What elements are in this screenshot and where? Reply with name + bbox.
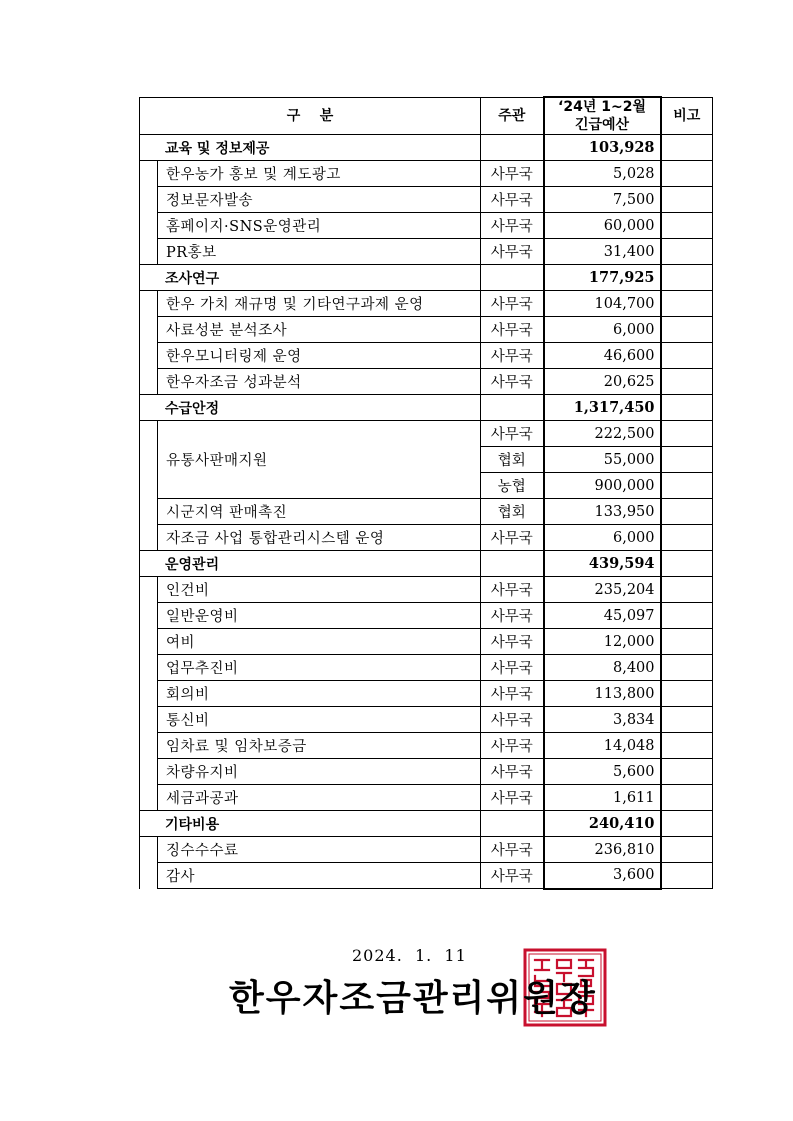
header-note: 비고 bbox=[661, 97, 713, 135]
table-row bbox=[140, 239, 713, 265]
note-cell bbox=[661, 655, 713, 681]
indent-cell bbox=[140, 863, 158, 889]
category-amount: 240,410 bbox=[544, 811, 661, 837]
category-amount: 177,925 bbox=[544, 265, 661, 291]
item-amount: 3,600 bbox=[544, 863, 661, 889]
item-dept: 사무국 bbox=[481, 525, 544, 551]
item-label: 업무추진비 bbox=[158, 655, 481, 681]
indent-cell bbox=[140, 239, 158, 265]
item-dept: 사무국 bbox=[481, 239, 544, 265]
header-row bbox=[140, 97, 713, 135]
category-label: 조사연구 bbox=[140, 265, 481, 291]
note-cell bbox=[661, 447, 713, 473]
category-row bbox=[140, 395, 713, 421]
indent-cell bbox=[140, 421, 158, 447]
category-amount: 1,317,450 bbox=[544, 395, 661, 421]
note-cell bbox=[661, 707, 713, 733]
item-label: 한우 가치 재규명 및 기타연구과제 운영 bbox=[158, 291, 481, 317]
indent-cell bbox=[140, 785, 158, 811]
item-amount: 12,000 bbox=[544, 629, 661, 655]
item-dept: 사무국 bbox=[481, 577, 544, 603]
item-label: 여비 bbox=[158, 629, 481, 655]
indent-cell bbox=[140, 707, 158, 733]
item-dept: 사무국 bbox=[481, 161, 544, 187]
item-amount: 46,600 bbox=[544, 343, 661, 369]
item-amount: 6,000 bbox=[544, 317, 661, 343]
note-cell bbox=[661, 499, 713, 525]
category-label: 기타비용 bbox=[140, 811, 481, 837]
category-row bbox=[140, 811, 713, 837]
table-row bbox=[140, 161, 713, 187]
indent-cell bbox=[140, 603, 158, 629]
item-amount: 104,700 bbox=[544, 291, 661, 317]
table-row bbox=[140, 525, 713, 551]
header-budget-line1: ‘24년 1~2월 bbox=[558, 99, 646, 115]
note-cell bbox=[661, 421, 713, 447]
note-cell bbox=[661, 239, 713, 265]
category-amount: 103,928 bbox=[544, 135, 661, 161]
item-dept: 사무국 bbox=[481, 655, 544, 681]
item-amount: 55,000 bbox=[544, 447, 661, 473]
item-dept: 사무국 bbox=[481, 733, 544, 759]
item-label: 회의비 bbox=[158, 681, 481, 707]
indent-cell bbox=[140, 525, 158, 551]
table-body bbox=[140, 97, 713, 889]
table-row bbox=[140, 369, 713, 395]
indent-cell bbox=[140, 759, 158, 785]
item-label: 홈페이지·SNS운영관리 bbox=[158, 213, 481, 239]
indent-cell bbox=[140, 473, 158, 499]
indent-cell bbox=[140, 837, 158, 863]
note-cell bbox=[661, 681, 713, 707]
item-label: PR홍보 bbox=[158, 239, 481, 265]
indent-cell bbox=[140, 577, 158, 603]
item-label: 정보문자발송 bbox=[158, 187, 481, 213]
table-row bbox=[140, 421, 713, 447]
item-label: 징수수수료 bbox=[158, 837, 481, 863]
table-row bbox=[140, 577, 713, 603]
note-cell bbox=[661, 291, 713, 317]
note-cell bbox=[661, 577, 713, 603]
note-cell bbox=[661, 265, 713, 291]
item-dept: 사무국 bbox=[481, 707, 544, 733]
issuer-signature: 한우자조금관리위원장 bbox=[229, 977, 597, 1019]
item-dept: 협회 bbox=[481, 499, 544, 525]
note-cell bbox=[661, 863, 713, 889]
category-row bbox=[140, 265, 713, 291]
indent-cell bbox=[140, 681, 158, 707]
item-amount: 8,400 bbox=[544, 655, 661, 681]
item-amount: 5,028 bbox=[544, 161, 661, 187]
item-dept: 사무국 bbox=[481, 343, 544, 369]
item-amount: 6,000 bbox=[544, 525, 661, 551]
note-cell bbox=[661, 525, 713, 551]
table-row bbox=[140, 733, 713, 759]
item-dept: 농협 bbox=[481, 473, 544, 499]
note-cell bbox=[661, 837, 713, 863]
note-cell bbox=[661, 551, 713, 577]
header-dept: 주관 bbox=[481, 97, 544, 135]
category-dept-cell bbox=[481, 265, 544, 291]
item-amount: 45,097 bbox=[544, 603, 661, 629]
note-cell bbox=[661, 343, 713, 369]
indent-cell bbox=[140, 291, 158, 317]
note-cell bbox=[661, 629, 713, 655]
table-row bbox=[140, 655, 713, 681]
category-amount: 439,594 bbox=[544, 551, 661, 577]
item-dept: 사무국 bbox=[481, 317, 544, 343]
category-label: 교육 및 정보제공 bbox=[140, 135, 481, 161]
indent-cell bbox=[140, 655, 158, 681]
item-dept: 사무국 bbox=[481, 213, 544, 239]
table-row bbox=[140, 187, 713, 213]
table-row bbox=[140, 863, 713, 889]
indent-cell bbox=[140, 343, 158, 369]
item-dept: 사무국 bbox=[481, 629, 544, 655]
note-cell bbox=[661, 317, 713, 343]
table-row bbox=[140, 213, 713, 239]
item-amount: 1,611 bbox=[544, 785, 661, 811]
item-amount: 31,400 bbox=[544, 239, 661, 265]
document-date: 2024. 1. 11 bbox=[352, 946, 467, 965]
item-label: 통신비 bbox=[158, 707, 481, 733]
header-budget bbox=[544, 97, 661, 135]
table-row bbox=[140, 707, 713, 733]
item-amount: 133,950 bbox=[544, 499, 661, 525]
item-dept: 사무국 bbox=[481, 759, 544, 785]
item-dept: 사무국 bbox=[481, 421, 544, 447]
table-row bbox=[140, 499, 713, 525]
note-cell bbox=[661, 213, 713, 239]
note-cell bbox=[661, 733, 713, 759]
budget-table bbox=[139, 96, 713, 890]
indent-cell bbox=[140, 187, 158, 213]
item-amount: 236,810 bbox=[544, 837, 661, 863]
indent-cell bbox=[140, 317, 158, 343]
header-budget-line2: 긴급예산 bbox=[574, 117, 630, 133]
category-label: 운영관리 bbox=[140, 551, 481, 577]
item-label: 차량유지비 bbox=[158, 759, 481, 785]
item-label: 유통사판매지원 bbox=[158, 421, 481, 499]
indent-cell bbox=[140, 733, 158, 759]
item-amount: 235,204 bbox=[544, 577, 661, 603]
note-cell bbox=[661, 759, 713, 785]
item-label: 자조금 사업 통합관리시스템 운영 bbox=[158, 525, 481, 551]
item-dept: 사무국 bbox=[481, 603, 544, 629]
item-label: 일반운영비 bbox=[158, 603, 481, 629]
header-division: 구 분 bbox=[140, 97, 481, 135]
item-dept: 사무국 bbox=[481, 863, 544, 889]
note-cell bbox=[661, 785, 713, 811]
indent-cell bbox=[140, 447, 158, 473]
item-label: 시군지역 판매촉진 bbox=[158, 499, 481, 525]
item-dept: 사무국 bbox=[481, 681, 544, 707]
table-row bbox=[140, 317, 713, 343]
note-cell bbox=[661, 135, 713, 161]
item-amount: 900,000 bbox=[544, 473, 661, 499]
note-cell bbox=[661, 369, 713, 395]
item-amount: 14,048 bbox=[544, 733, 661, 759]
item-amount: 113,800 bbox=[544, 681, 661, 707]
category-dept-cell bbox=[481, 395, 544, 421]
indent-cell bbox=[140, 629, 158, 655]
note-cell bbox=[661, 161, 713, 187]
item-dept: 사무국 bbox=[481, 369, 544, 395]
item-dept: 사무국 bbox=[481, 837, 544, 863]
item-amount: 5,600 bbox=[544, 759, 661, 785]
note-cell bbox=[661, 187, 713, 213]
item-label: 사료성분 분석조사 bbox=[158, 317, 481, 343]
item-amount: 20,625 bbox=[544, 369, 661, 395]
item-label: 한우자조금 성과분석 bbox=[158, 369, 481, 395]
indent-cell bbox=[140, 499, 158, 525]
table-row bbox=[140, 291, 713, 317]
item-amount: 7,500 bbox=[544, 187, 661, 213]
category-row bbox=[140, 135, 713, 161]
table-row bbox=[140, 785, 713, 811]
table-row bbox=[140, 603, 713, 629]
item-amount: 222,500 bbox=[544, 421, 661, 447]
item-dept: 사무국 bbox=[481, 291, 544, 317]
item-dept: 사무국 bbox=[481, 785, 544, 811]
table-row bbox=[140, 629, 713, 655]
item-label: 한우농가 홍보 및 계도광고 bbox=[158, 161, 481, 187]
indent-cell bbox=[140, 369, 158, 395]
note-cell bbox=[661, 473, 713, 499]
table-row bbox=[140, 681, 713, 707]
item-label: 감사 bbox=[158, 863, 481, 889]
item-label: 세금과공과 bbox=[158, 785, 481, 811]
item-amount: 60,000 bbox=[544, 213, 661, 239]
category-dept-cell bbox=[481, 135, 544, 161]
item-label: 임차료 및 임차보증금 bbox=[158, 733, 481, 759]
category-label: 수급안정 bbox=[140, 395, 481, 421]
indent-cell bbox=[140, 213, 158, 239]
category-dept-cell bbox=[481, 811, 544, 837]
item-label: 인건비 bbox=[158, 577, 481, 603]
table-row bbox=[140, 837, 713, 863]
item-label: 한우모니터링제 운영 bbox=[158, 343, 481, 369]
item-dept: 협회 bbox=[481, 447, 544, 473]
note-cell bbox=[661, 603, 713, 629]
item-amount: 3,834 bbox=[544, 707, 661, 733]
table-row bbox=[140, 759, 713, 785]
category-row bbox=[140, 551, 713, 577]
indent-cell bbox=[140, 161, 158, 187]
item-dept: 사무국 bbox=[481, 187, 544, 213]
note-cell bbox=[661, 811, 713, 837]
note-cell bbox=[661, 395, 713, 421]
category-dept-cell bbox=[481, 551, 544, 577]
table-row bbox=[140, 343, 713, 369]
